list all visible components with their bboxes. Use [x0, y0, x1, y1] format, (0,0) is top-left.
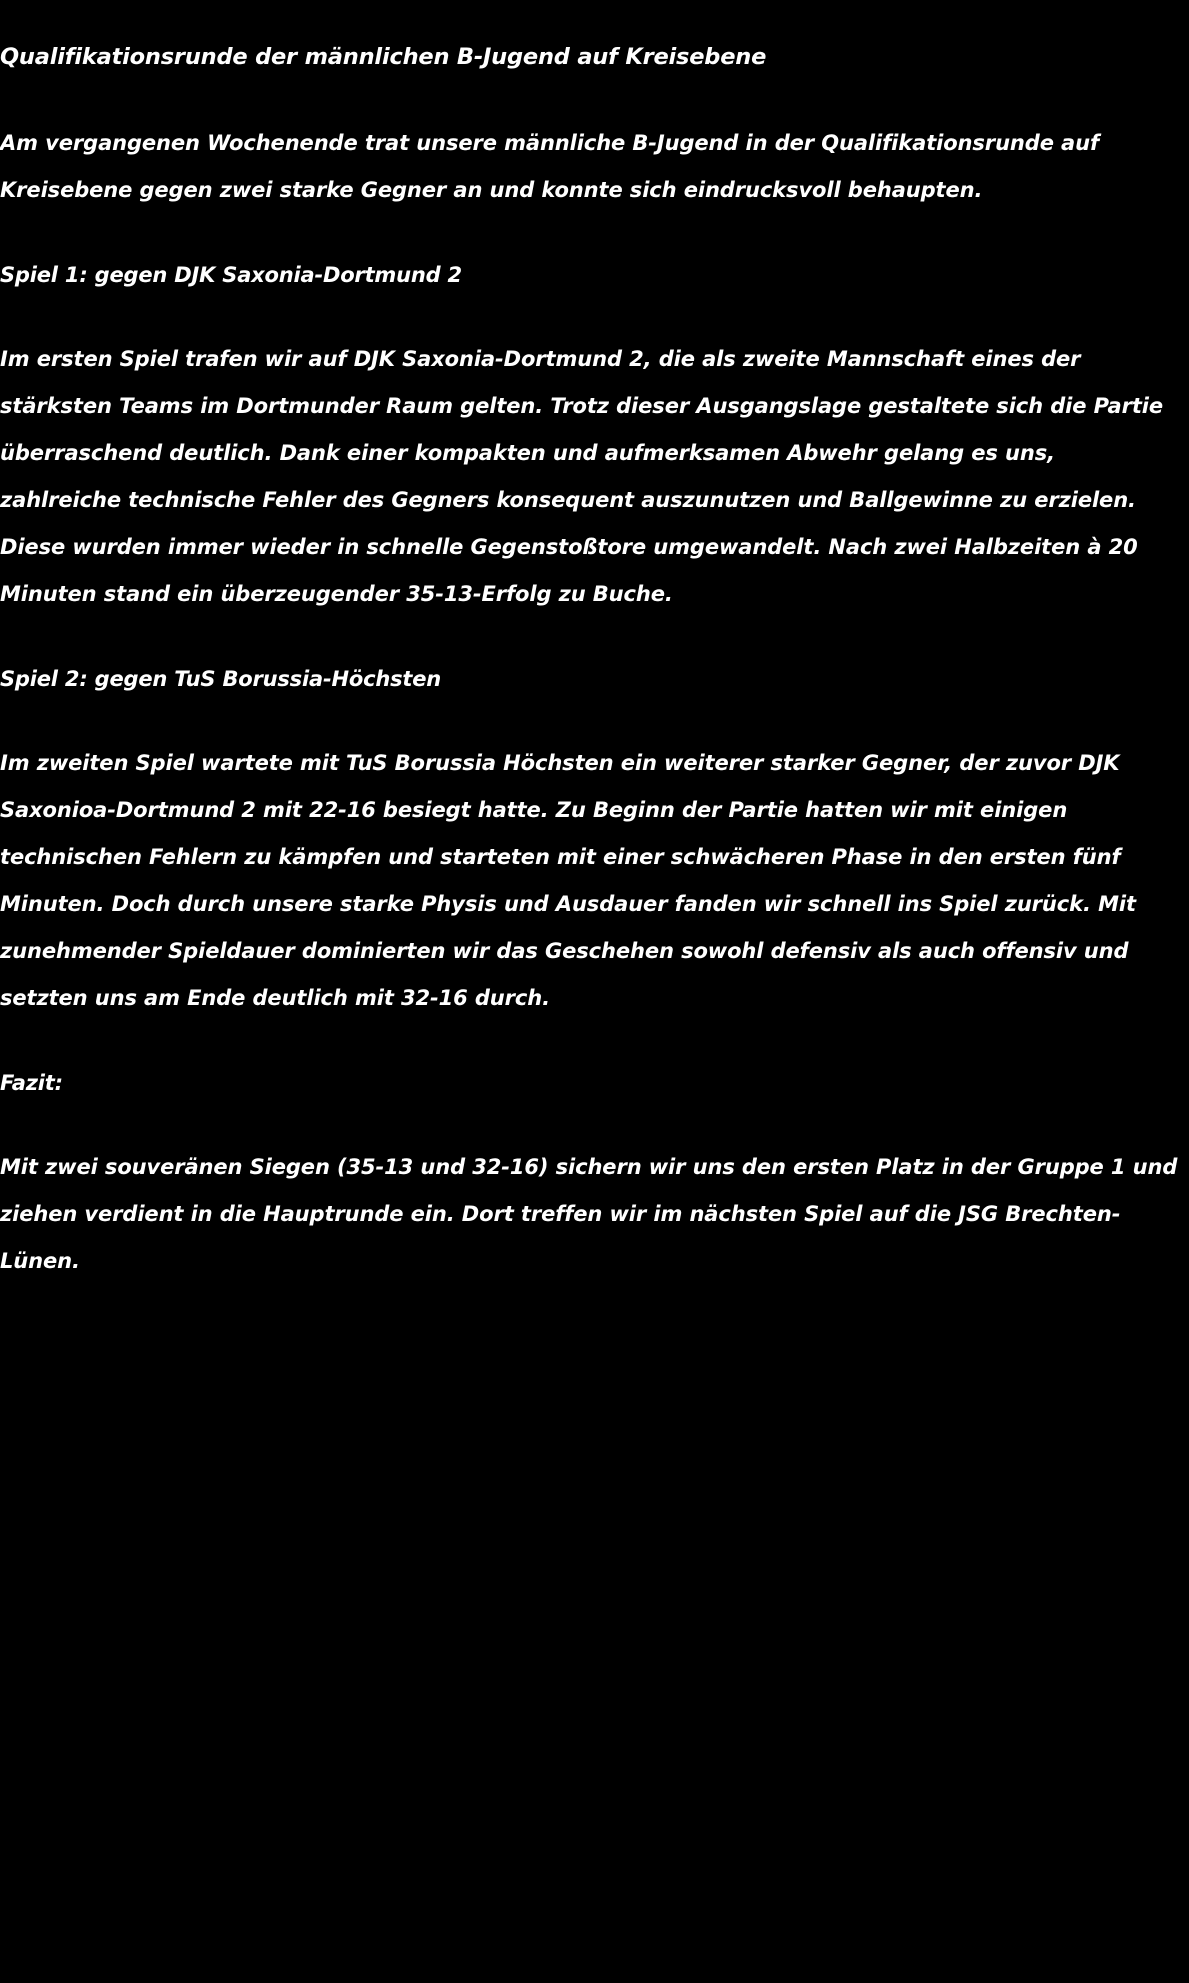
- section-1-heading: Spiel 1: gegen DJK Saxonia-Dortmund 2: [0, 263, 462, 287]
- spacer: [0, 214, 1178, 260]
- spacer: [0, 618, 1178, 664]
- section-2-body: Im zweiten Spiel wartete mit TuS Borussia Höchsten ein weiterer starker Gegner, der zuvor DJK Saxonioa-Dortmund 2 mit 22-16 besiegt hatte. Zu Beginn der Partie hatten wir mit einigen technischen Fehlern zu kämpfen und starteten mit einer schwächeren Phase in den ersten fünf Minuten. Doch durch unsere starke Physis und Ausdauer fanden wir schnell ins Spiel zurück. Mit zunehmender Spieldauer dominierten wir das Geschehen sowohl defensiv als auch offensiv und setzten uns am Ende deutlich mit 32-16 durch.: [0, 751, 1136, 1010]
- article-body: [0, 42, 1178, 1585]
- bottom-spacer: [0, 1285, 1178, 1585]
- conclusion-body: Mit zwei souveränen Siegen (35-13 und 32-16) sichern wir uns den ersten Platz in der Gruppe 1 und ziehen verdient in die Hauptrunde ein. Dort treffen wir im nächsten Spiel auf die JSG Brechten-Lünen.: [0, 1155, 1178, 1273]
- conclusion-heading: Fazit:: [0, 1071, 63, 1095]
- page-title: Qualifikationsrunde der männlichen B-Jugend auf Kreisebene: [0, 44, 767, 70]
- section-2-heading: Spiel 2: gegen TuS Borussia-Höchsten: [0, 667, 441, 691]
- spacer: [0, 694, 1178, 740]
- section-1-body: Im ersten Spiel trafen wir auf DJK Saxonia-Dortmund 2, die als zweite Mannschaft eines der stärksten Teams im Dortmunder Raum gelten. Trotz dieser Ausgangslage gestaltete sich die Partie überraschend deutlich. Dank einer kompakten und aufmerksamen Abwehr gelang es uns, zahlreiche technische Fehler des Gegners konsequent auszunutzen und Ballgewinne zu erzielen. Diese wurden immer wieder in schnelle Gegenstoßtore umgewandelt. Nach zwei Halbzeiten à 20 Minuten stand ein überzeugender 35-13-Erfolg zu Buche.: [0, 347, 1164, 606]
- spacer: [0, 1022, 1178, 1068]
- spacer: [0, 290, 1178, 336]
- spacer: [0, 1098, 1178, 1144]
- spacer: [0, 72, 1178, 120]
- intro-paragraph: Am vergangenen Wochenende trat unsere männliche B-Jugend in der Qualifikationsrunde auf Kreisebene gegen zwei starke Gegner an und konnte sich eindrucksvoll behaupten.: [0, 131, 1100, 202]
